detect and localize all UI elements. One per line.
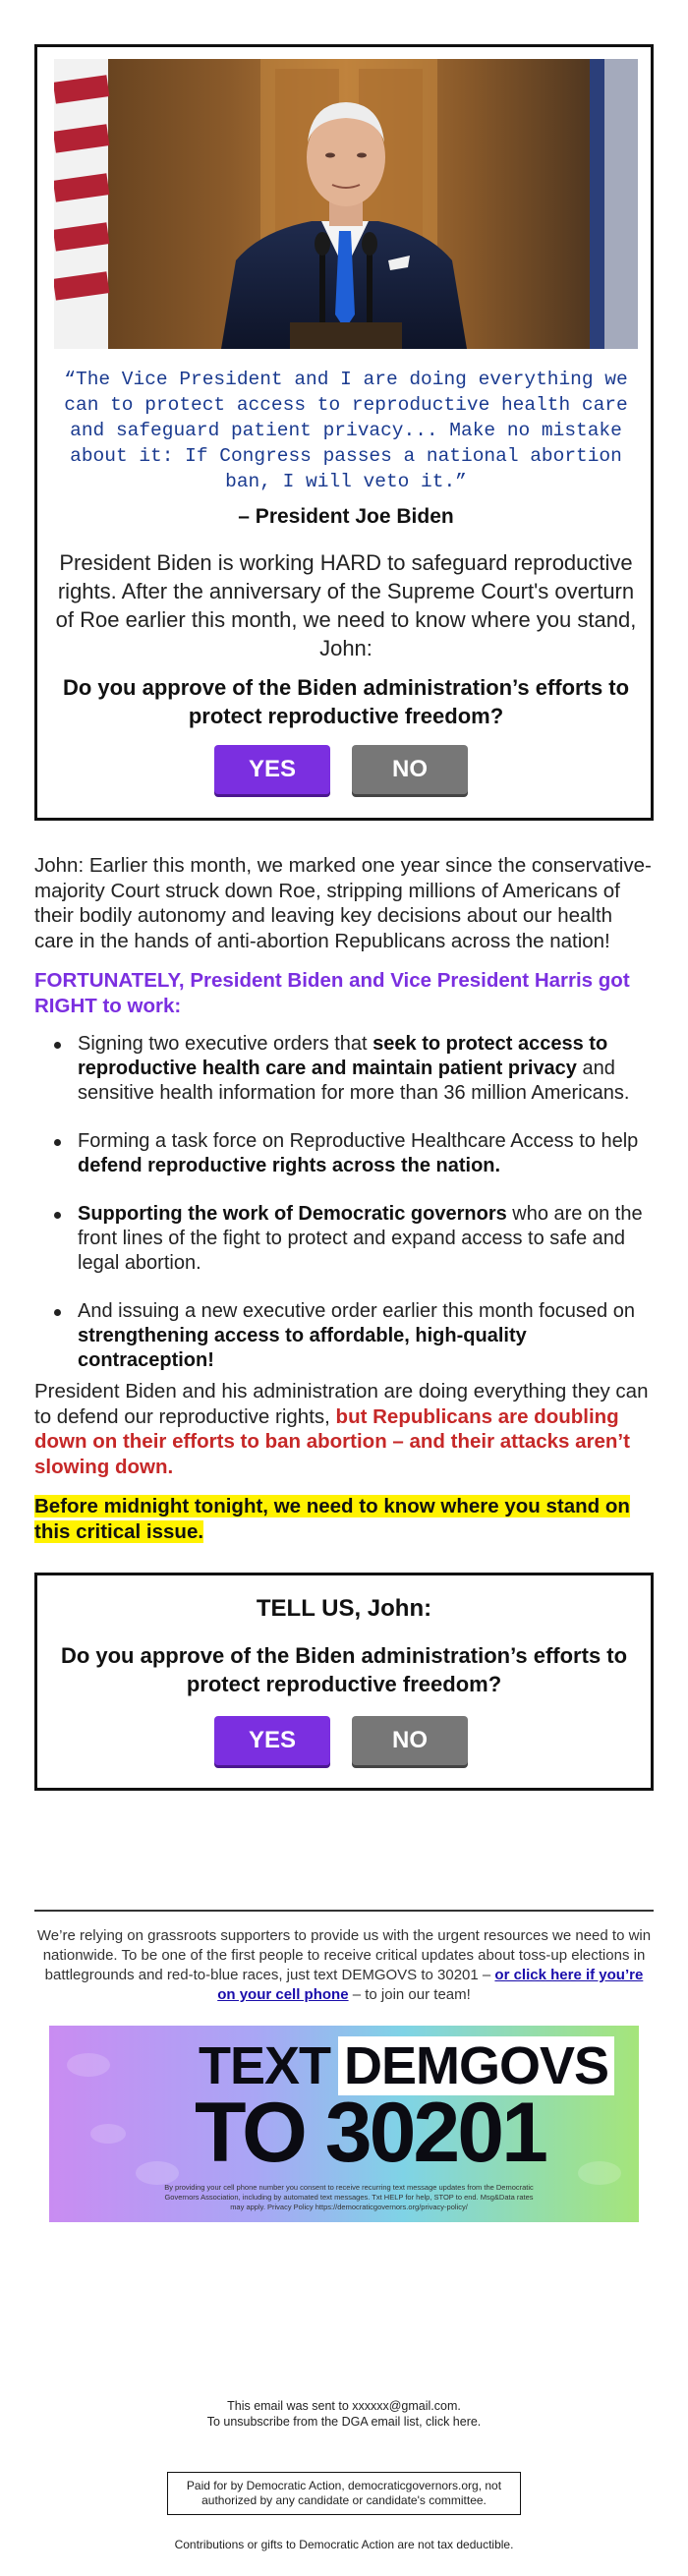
cell-phone-link[interactable]: or click here if you’re on your cell phone [217,1967,644,2003]
sent-to-text: This email was sent to xxxxxx@gmail.com. [227,2399,461,2413]
deadline-callout [34,1494,654,1544]
president-photo-illustration [54,59,638,349]
survey-question: Do you approve of the Biden administration’s efforts to protect reproductive freedom? [62,675,630,728]
list-item: Signing two executive orders that seek to protect access to reproductive health care and maintain patient privacy and sensitive health information for more than 36 million Americans. [34,1032,654,1106]
hero-card [34,44,654,821]
no-button[interactable]: NO [352,745,468,794]
red-emphasis: but Republicans are doubling down on their efforts to ban abortion – and their attacks aren’t slowing down. [34,1404,630,1478]
banner-number-line: TO 30201 [195,2086,545,2180]
yes-button[interactable]: YES [214,745,330,794]
highlighted-deadline: Before midnight tonight, we need to know where you stand on this critical issue. [34,1495,630,1543]
tell-us-heading: TELL US, John: [256,1595,432,1622]
banner-text-line: TEXT DEMGOVS [199,2035,614,2096]
tax-disclaimer: Contributions or gifts to Democratic Action are not tax deductible. [174,2538,514,2551]
quote-attribution: – President Joe Biden [238,505,454,528]
biden-quote: “The Vice President and I are doing everything we can to protect access to reproductive health care and safeguard patient privacy... Make no mistake about it: If Congress passes a national abortion ban, I will veto it.” [64,369,628,492]
survey-question: Do you approve of the Biden administration’s efforts to protect reproductive freedom? [60,1643,628,1696]
president-photo [54,59,638,349]
bullet-dot [54,1309,61,1316]
bullet-dot [54,1042,61,1049]
survey-card [34,1573,654,1791]
footer-divider [34,1910,654,1912]
banner-fine-print: By providing your cell phone number you consent to receive recurring text message updates from the Democratic Governors Association, including by automated text messages. Txt HELP for help, STOP to end. Msg&Data rates may apply. Privacy Policy https://democraticgovernors.org/privacy-policy/ [164,2183,534,2211]
list-item: And issuing a new executive order earlier this month focused on strengthening access to affordable, high-quality contraception! [34,1299,654,1373]
list-item: Supporting the work of Democratic governors who are on the front lines of the fight to protect and expand access to safe and legal abortion. [34,1202,654,1276]
intro-text: President Biden is working HARD to safeguard reproductive rights. After the anniversary of the Supreme Court's overturn of Roe earlier this month, we need to know where you stand, John: [55,550,637,660]
paragraph-republicans: President Biden and his administration are doing everything they can to defend our reproductive rights, but Republicans are doubling down on their efforts to ban abortion – and their attacks aren’t slowing down. [34,1380,649,1478]
yes-button[interactable]: YES [214,1716,330,1765]
bullet-dot [54,1139,61,1146]
unsubscribe-link[interactable]: To unsubscribe from the DGA email list, click here. [206,2415,482,2429]
paid-for-disclaimer: Paid for by Democratic Action, democraticgovernors.org, not authorized by any candidate or candidate's committee. [167,2472,521,2515]
list-item: Forming a task force on Reproductive Healthcare Access to help defend reproductive rights across the nation. [34,1129,654,1178]
keyword-box: DEMGOVS [338,2036,614,2095]
grassroots-text: We’re relying on grassroots supporters to provide us with the urgent resources we need to win nationwide. To be one of the first people to receive critical updates about toss-up elections in battlegrounds and red-to-blue races, just text DEMGOVS to 30201 – or click here if you’re on your cell phone – to join our team! [36,1927,652,2003]
fortunately-heading: FORTUNATELY, President Biden and Vice President Harris got RIGHT to work: [34,969,630,1017]
no-button[interactable]: NO [352,1716,468,1765]
paragraph-anniversary: John: Earlier this month, we marked one year since the conservative-majority Court struck down Roe, stripping millions of Americans of their bodily autonomy and leaving key decisions about our health care in the hands of anti-abortion Republicans across the nation! [34,854,652,952]
bullet-dot [54,1212,61,1219]
accomplishments-list [34,1032,654,1397]
email-meta [34,2398,654,2430]
text-demgovs-banner[interactable] [49,2026,639,2222]
